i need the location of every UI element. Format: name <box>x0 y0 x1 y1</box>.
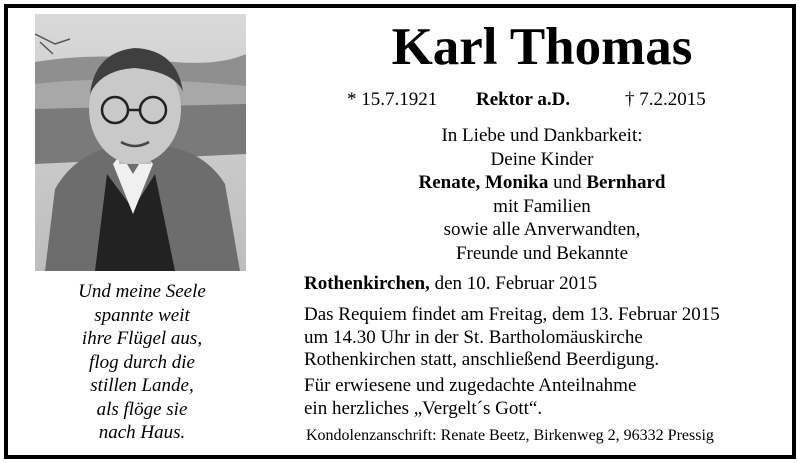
poem-line: spannte weit <box>94 304 190 326</box>
child-name: Bernhard <box>586 172 666 193</box>
mourners-line: Freunde und Bekannte <box>455 242 628 264</box>
birth-date: * 15.7.1921 <box>347 89 438 110</box>
poem-line: ihre Flügel aus, <box>81 328 203 349</box>
name-separator: und <box>553 172 582 193</box>
requiem-info <box>304 304 720 372</box>
child-name: Renate <box>418 172 476 193</box>
place: Rothenkirchen, <box>304 273 430 294</box>
portrait-icon <box>35 14 246 271</box>
mourners-block <box>286 124 798 265</box>
child-name: Monika <box>484 172 549 193</box>
name-separator: , <box>475 172 481 193</box>
poem-line: nach Haus. <box>98 422 186 443</box>
portrait-photo <box>35 14 246 271</box>
death-date: † 7.2.2015 <box>625 89 706 110</box>
mourners-line: sowie alle Anverwandten, <box>443 219 641 240</box>
professional-title: Rektor a.D. <box>476 89 571 110</box>
mourners-line: mit Familien <box>493 195 591 217</box>
poem-line: stillen Lande, <box>90 375 194 396</box>
children-names <box>286 171 798 195</box>
deceased-name: Karl Thomas <box>391 18 693 76</box>
thanks-line: Für erwiesene und zugedachte Anteilnahme <box>304 375 637 396</box>
poem-line: flog durch die <box>89 351 195 373</box>
mourners-line: Deine Kinder <box>490 148 594 170</box>
place-date <box>304 273 597 296</box>
thanks-line: ein herzliches „Vergelt´s Gott“. <box>304 397 543 419</box>
mourners-line: In Liebe und Dankbarkeit: <box>441 125 643 146</box>
requiem-line: um 14.30 Uhr in der St. Bartholomäuskirche <box>304 326 643 348</box>
date: den 10. Februar 2015 <box>434 273 598 294</box>
requiem-line: Rothenkirchen statt, anschließend Beerdigung. <box>304 349 660 370</box>
poem <box>22 280 262 445</box>
poem-line: Und meine Seele <box>78 281 206 302</box>
condolence-address: Kondolenzanschrift: Renate Beetz, Birkenweg 2, 96332 Pressig <box>306 427 714 444</box>
thanks-text <box>304 375 636 420</box>
poem-line: als flöge sie <box>96 398 188 420</box>
requiem-line: Das Requiem findet am Freitag, dem 13. Februar 2015 <box>304 304 720 325</box>
